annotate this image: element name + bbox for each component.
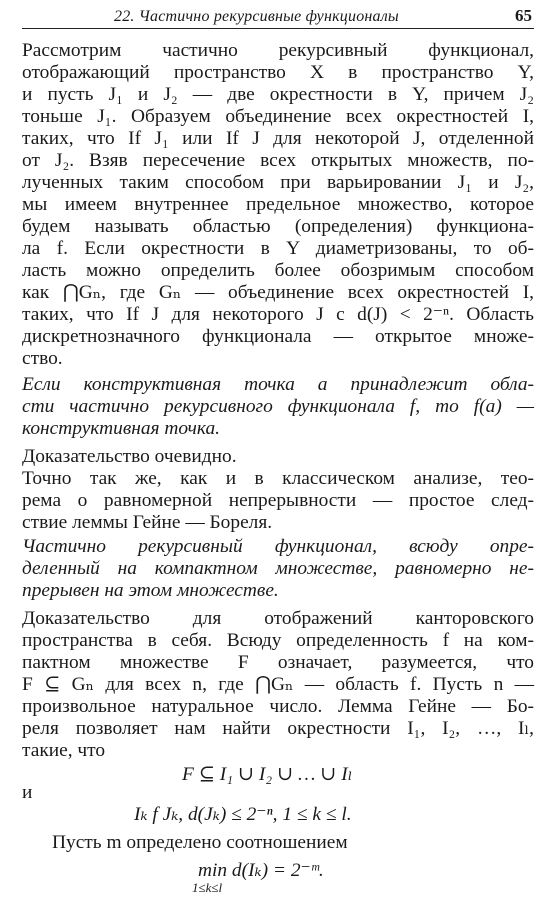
- text-line: дискретнозначного функционала — открытое множе-: [22, 326, 534, 347]
- formula-cover: F ⊆ I₁ ∪ I₂ ∪ … ∪ Iₗ: [182, 764, 353, 785]
- text-line: ласть можно определить более обозримым способом: [22, 260, 534, 281]
- text-line: отображающий пространство X в пространство Y,: [22, 62, 534, 83]
- theorem-line: Частично рекурсивный функционал, всюду опре-: [22, 536, 534, 557]
- formula-bound: Iₖ f Jₖ, d(Jₖ) ≤ 2⁻ⁿ, 1 ≤ k ≤ l.: [134, 804, 352, 825]
- conjunction-word: и: [22, 782, 33, 803]
- text-line: такие, что: [22, 740, 106, 761]
- text-line: реля позволяет нам найти окрестности I₁, I₂, …, Iₗ,: [22, 718, 534, 739]
- running-header: [22, 6, 534, 29]
- text-line: ствие леммы Гейне — Бореля.: [22, 512, 273, 533]
- text-line: тоньше J₁. Образуем объединение всех окрестностей I,: [22, 106, 534, 127]
- text-line: рема о равномерной непрерывности — простое след-: [22, 490, 534, 511]
- theorem-line: прерывен на этом множестве.: [22, 580, 279, 601]
- text-line: Пусть m определено соотношением: [52, 832, 348, 853]
- text-line: мы имеем внутреннее предельное множество, которое: [22, 194, 534, 215]
- page-number: 65: [515, 6, 532, 25]
- text-line: ла f. Если окрестности в Y диаметризованы, то об-: [22, 238, 534, 259]
- text-line: пространства в себя. Всюду определенность f на ком-: [22, 630, 534, 651]
- text-line: таких, что If J₁ или If J для некоторой J, отделенной: [22, 128, 534, 149]
- theorem-line: сти частично рекурсивного функционала f, то f(a) —: [22, 396, 534, 417]
- text-line: пактном множестве F означает, разумеется, что: [22, 652, 534, 673]
- theorem-line: конструктивная точка.: [22, 418, 220, 439]
- theorem-line: Если конструктивная точка a принадлежит обла-: [22, 374, 534, 395]
- formula-min: min d(Iₖ) = 2⁻ᵐ.: [198, 860, 324, 881]
- text-line: Доказательство для отображений канторовского: [22, 608, 534, 629]
- formula-min-limits: 1≤k≤l: [192, 880, 223, 895]
- text-line: Рассмотрим частично рекурсивный функционал,: [22, 40, 534, 61]
- text-line: ство.: [22, 348, 63, 369]
- text-line: таких, что If J для некоторого J с d(J) < 2⁻ⁿ. Область: [22, 304, 534, 325]
- text-line: от J₂. Взяв пересечение всех открытых множеств, по-: [22, 150, 534, 171]
- text-line: как ⋂Gₙ, где Gₙ — объединение всех окрестностей I,: [22, 282, 534, 303]
- text-line: произвольное натуральное число. Лемма Гейне — Бо-: [22, 696, 534, 717]
- text-line: Точно так же, как и в классическом анализе, тео-: [22, 468, 534, 489]
- text-line: лученных таким способом при варьировании J₁ и J₂,: [22, 172, 534, 193]
- theorem-line: деленный на компактном множестве, равномерно не-: [22, 558, 534, 579]
- running-title: 22. Частично рекурсивные функционалы: [114, 8, 399, 25]
- text-line: будем называть областью (определения) функциона-: [22, 216, 534, 237]
- text-line: и пусть J₁ и J₂ — две окрестности в Y, причем J₂: [22, 84, 534, 105]
- text-line: Доказательство очевидно.: [22, 446, 237, 467]
- text-line: F ⊆ Gₙ для всех n, где ⋂Gₙ — область f. Пусть n —: [22, 674, 534, 695]
